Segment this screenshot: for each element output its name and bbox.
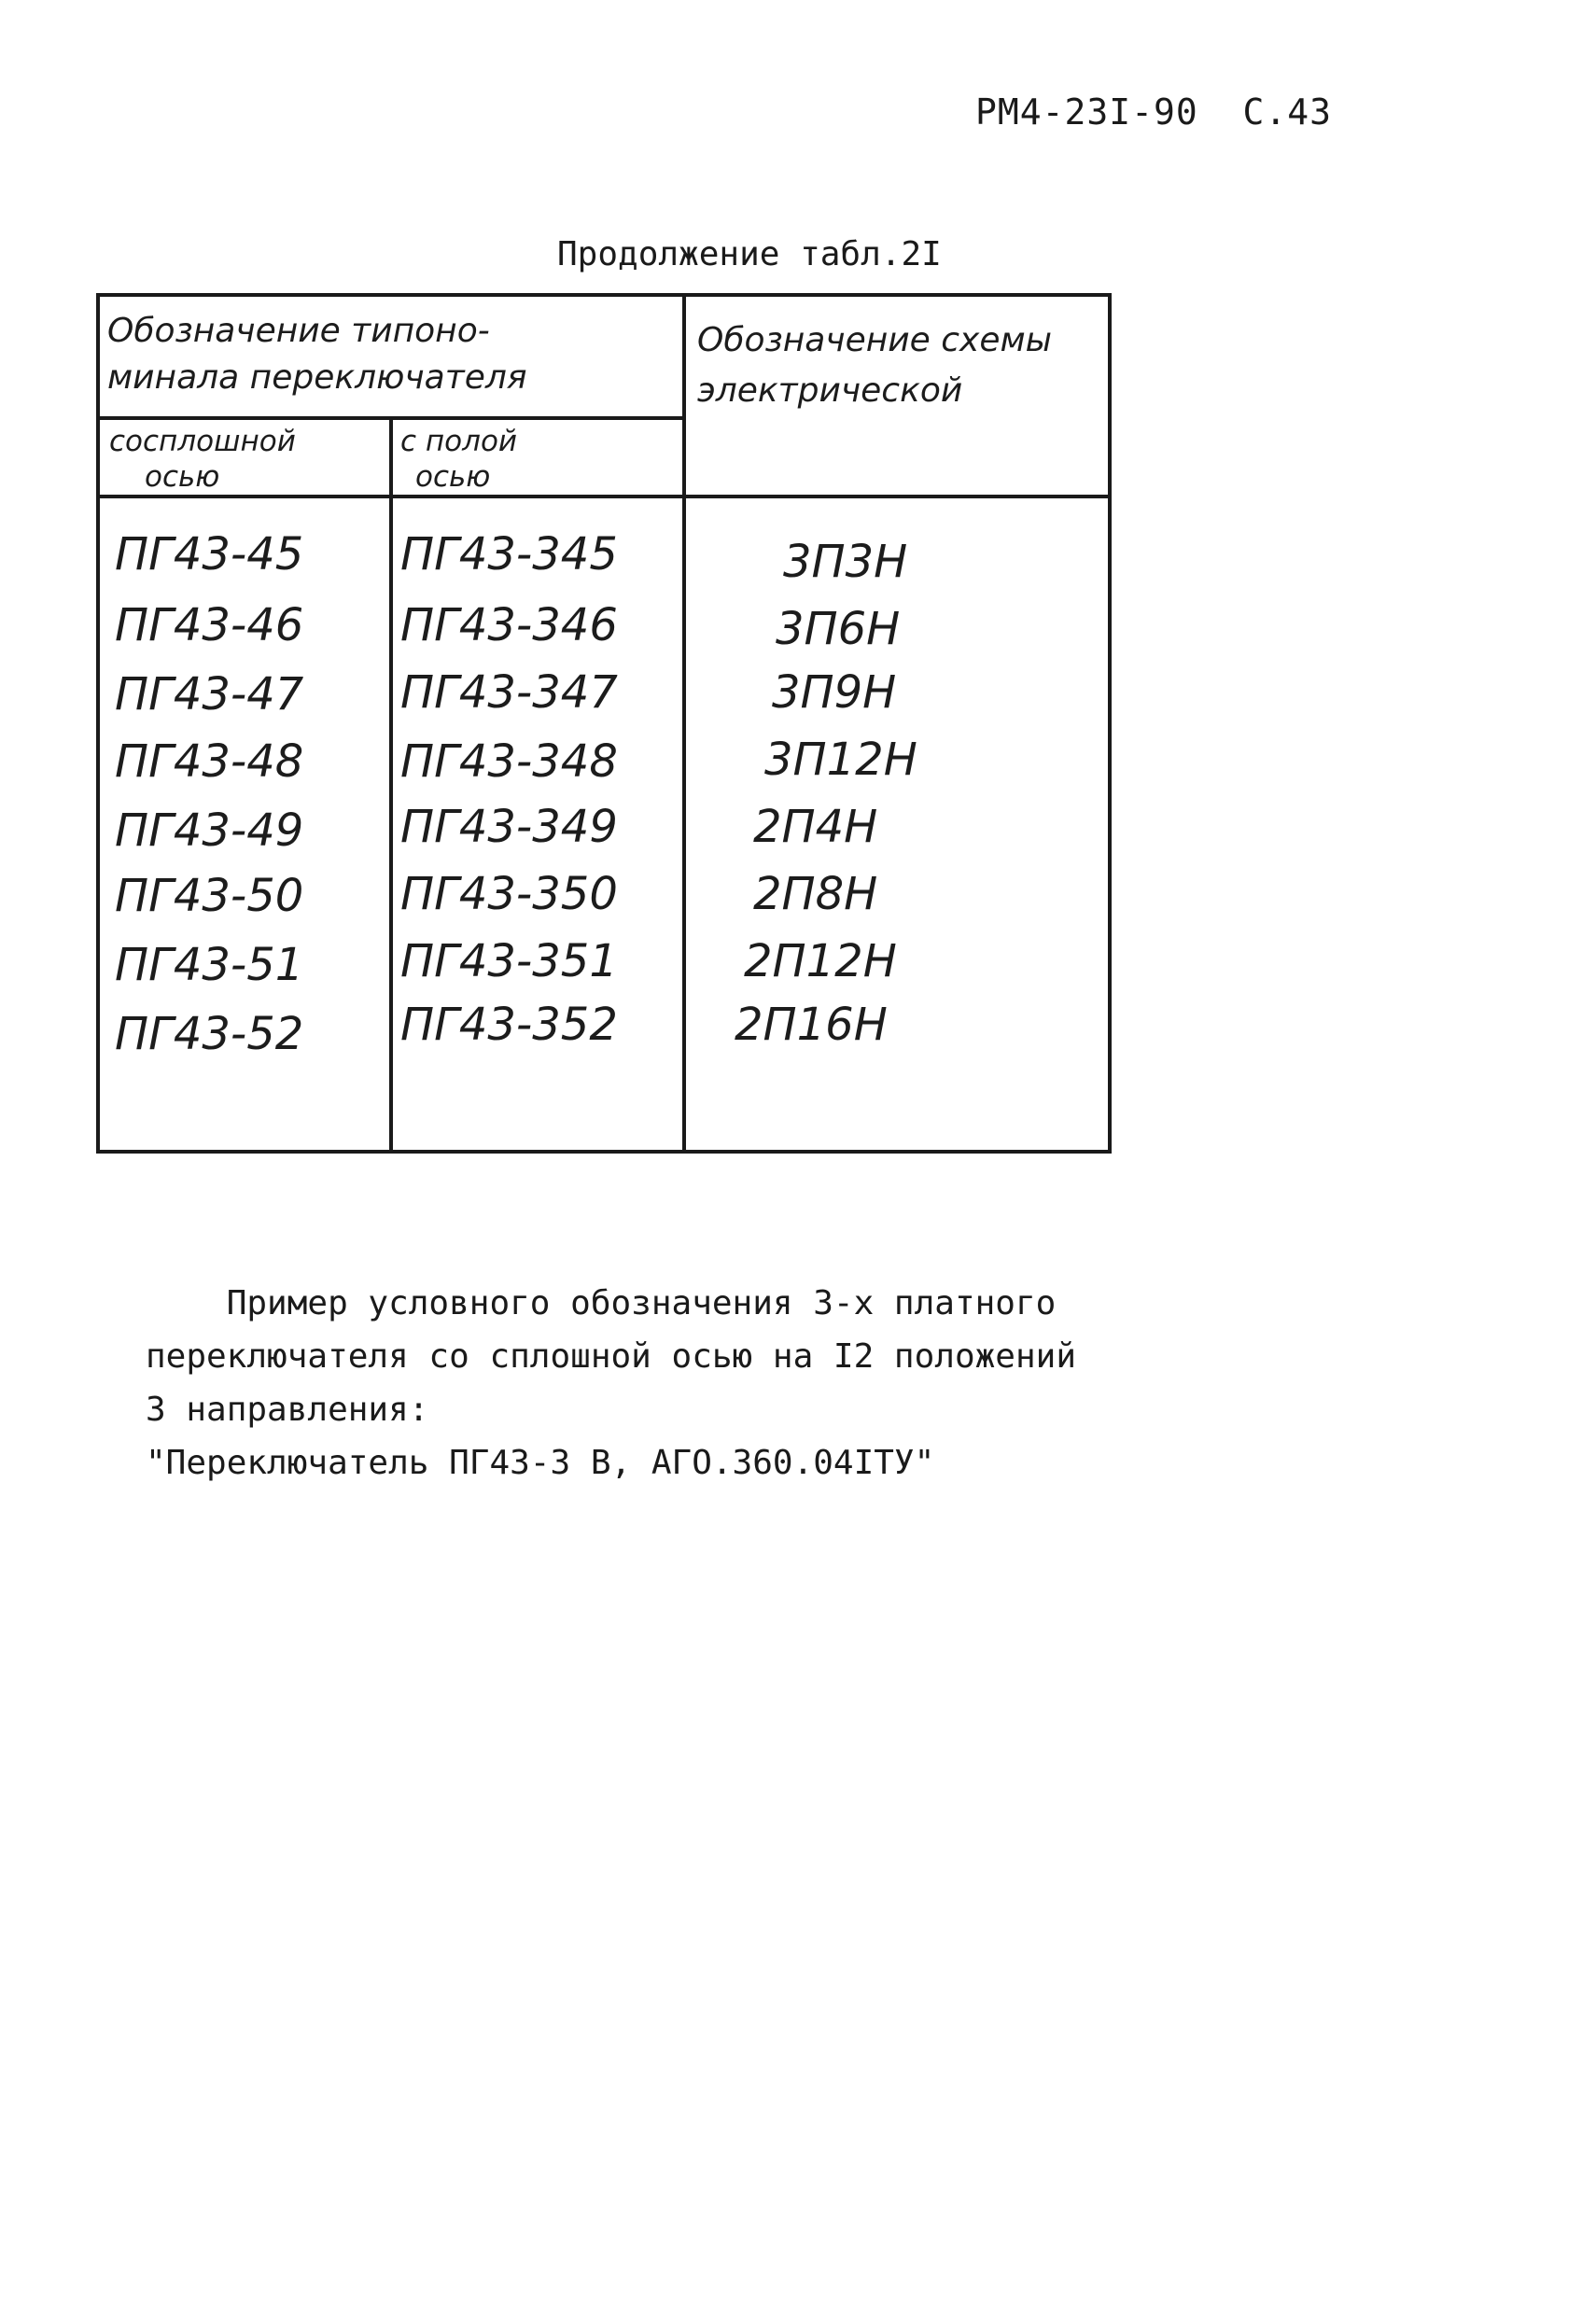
page-header-code: РМ4-23I-90 С.43 (975, 91, 1333, 133)
column-divider-sub (389, 416, 393, 1150)
column-divider-main (682, 297, 686, 1150)
example-line: переключателя со сплошной осью на I2 положений (146, 1337, 1076, 1376)
cell-hollow-axis: ПГ43-345 (400, 528, 618, 580)
cell-scheme: 2П12Н (744, 935, 897, 987)
cell-solid-axis: ПГ43-45 (115, 528, 304, 580)
example-designation: "Переключатель ПГ43-3 В, АГО.360.04IТУ" (146, 1444, 935, 1482)
example-line: 3 направления: (146, 1391, 429, 1429)
header-hollow-axis-line1: с полой (400, 425, 518, 458)
header-hollow-axis-line2: осью (415, 460, 491, 494)
cell-scheme: 3П6Н (776, 603, 901, 655)
cell-solid-axis: ПГ43-52 (115, 1008, 304, 1060)
cell-hollow-axis: ПГ43-346 (400, 599, 618, 651)
cell-solid-axis: ПГ43-51 (115, 939, 304, 991)
cell-scheme: 3П3Н (783, 536, 908, 588)
cell-scheme: 2П4Н (753, 801, 878, 853)
cell-scheme: 2П16Н (735, 999, 888, 1051)
designation-example-paragraph (146, 1277, 1076, 1490)
cell-scheme: 2П8Н (753, 868, 878, 920)
header-scheme-label-line1: Обозначение схемы (697, 321, 1053, 359)
cell-hollow-axis: ПГ43-351 (400, 935, 618, 987)
cell-scheme: 3П9Н (772, 666, 897, 719)
cell-hollow-axis: ПГ43-347 (400, 666, 618, 719)
table-caption: Продолжение табл.2I (557, 235, 942, 273)
cell-hollow-axis: ПГ43-349 (400, 801, 618, 853)
cell-hollow-axis: ПГ43-350 (400, 868, 618, 920)
cell-hollow-axis: ПГ43-352 (400, 999, 618, 1051)
cell-solid-axis: ПГ43-50 (115, 870, 304, 922)
cell-solid-axis: ПГ43-47 (115, 668, 304, 720)
header-solid-axis-line1: сосплошной (109, 425, 296, 458)
example-line: Пример условного обозначения 3-х платного (146, 1284, 1057, 1322)
header-type-label-line2: минала переключателя (107, 358, 527, 397)
header-solid-axis-line2: осью (145, 460, 220, 494)
header-type-label-line1: Обозначение типоно- (107, 312, 490, 350)
switch-designation-table (96, 293, 1112, 1154)
cell-solid-axis: ПГ43-48 (115, 735, 304, 788)
header-body-divider (100, 495, 1108, 498)
header-scheme-label-line2: электрической (697, 371, 963, 410)
cell-solid-axis: ПГ43-46 (115, 599, 304, 651)
cell-scheme: 3П12Н (764, 734, 917, 786)
header-group-divider (100, 416, 682, 420)
cell-solid-axis: ПГ43-49 (115, 804, 304, 857)
cell-hollow-axis: ПГ43-348 (400, 735, 618, 788)
